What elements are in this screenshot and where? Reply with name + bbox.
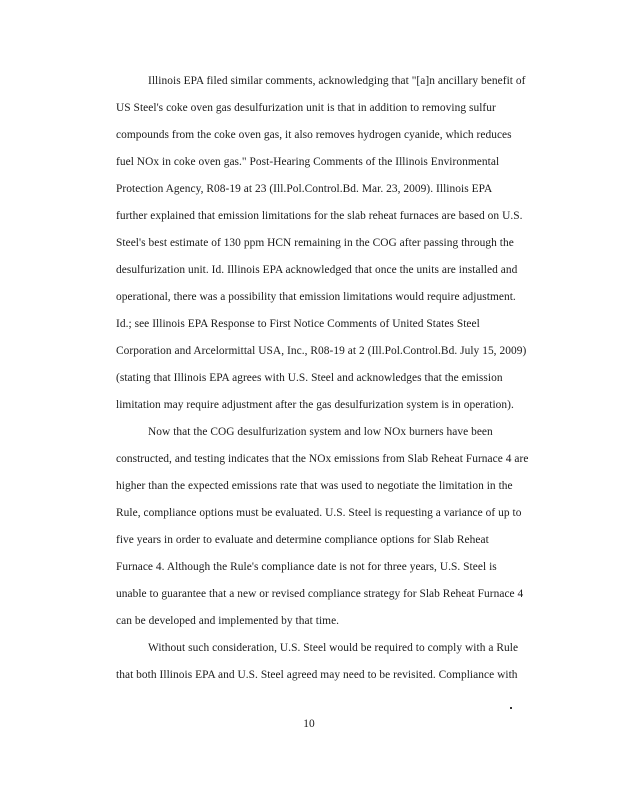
scan-mark: [510, 707, 512, 709]
paragraph-1-line-10: Id.; see Illinois EPA Response to First Notice Comments of United States Steel: [116, 318, 480, 330]
paragraph-1-line-6: further explained that emission limitations for the slab reheat furnaces are based on U.S.: [116, 210, 523, 222]
page-number: 10: [303, 718, 315, 730]
paragraph-2-line-6: Furnace 4. Although the Rule's compliance date is not for three years, U.S. Steel is: [116, 561, 497, 573]
paragraph-2-line-7: unable to guarantee that a new or revised compliance strategy for Slab Reheat Furnace 4: [116, 588, 524, 600]
paragraph-2-line-2: constructed, and testing indicates that the NOx emissions from Slab Reheat Furnace 4 are: [116, 453, 529, 465]
paragraph-3-line-1: Without such consideration, U.S. Steel would be required to comply with a Rule: [148, 642, 519, 654]
paragraph-2-line-8: can be developed and implemented by that time.: [116, 615, 340, 627]
paragraph-1-line-12: (stating that Illinois EPA agrees with U.S. Steel and acknowledges that the emission: [116, 372, 503, 384]
paragraph-1-line-7: Steel's best estimate of 130 ppm HCN remaining in the COG after passing through the: [116, 237, 514, 249]
paragraph-2-line-4: Rule, compliance options must be evaluated. U.S. Steel is requesting a variance of up to: [116, 507, 522, 519]
paragraph-1-line-1: Illinois EPA filed similar comments, acknowledging that "[a]n ancillary benefit of: [148, 75, 526, 87]
paragraph-2-line-3: higher than the expected emissions rate that was used to negotiate the limitation in the: [116, 480, 513, 492]
paragraph-1-line-3: compounds from the coke oven gas, it also removes hydrogen cyanide, which reduces: [116, 129, 512, 141]
paragraph-1-line-13: limitation may require adjustment after the gas desulfurization system is in operation).: [116, 399, 514, 411]
paragraph-2-line-5: five years in order to evaluate and determine compliance options for Slab Reheat: [116, 534, 489, 546]
paragraph-1-line-9: operational, there was a possibility that emission limitations would require adjustment.: [116, 291, 516, 303]
paragraph-1-line-2: US Steel's coke oven gas desulfurization unit is that in addition to removing sulfur: [116, 102, 496, 114]
paragraph-1-line-11: Corporation and Arcelormittal USA, Inc., R08-19 at 2 (Ill.Pol.Control.Bd. July 15, 2009): [116, 345, 527, 357]
paragraph-3-line-2: that both Illinois EPA and U.S. Steel agreed may need to be revisited. Compliance with: [116, 669, 518, 681]
paragraph-1-line-5: Protection Agency, R08-19 at 23 (Ill.Pol.Control.Bd. Mar. 23, 2009). Illinois EPA: [116, 183, 493, 195]
paragraph-1-line-4: fuel NOx in coke oven gas." Post-Hearing Comments of the Illinois Environmental: [116, 156, 500, 168]
paragraph-1-line-8: desulfurization unit. Id. Illinois EPA acknowledged that once the units are installed and: [116, 264, 518, 276]
paragraph-2-line-1: Now that the COG desulfurization system and low NOx burners have been: [148, 426, 493, 438]
